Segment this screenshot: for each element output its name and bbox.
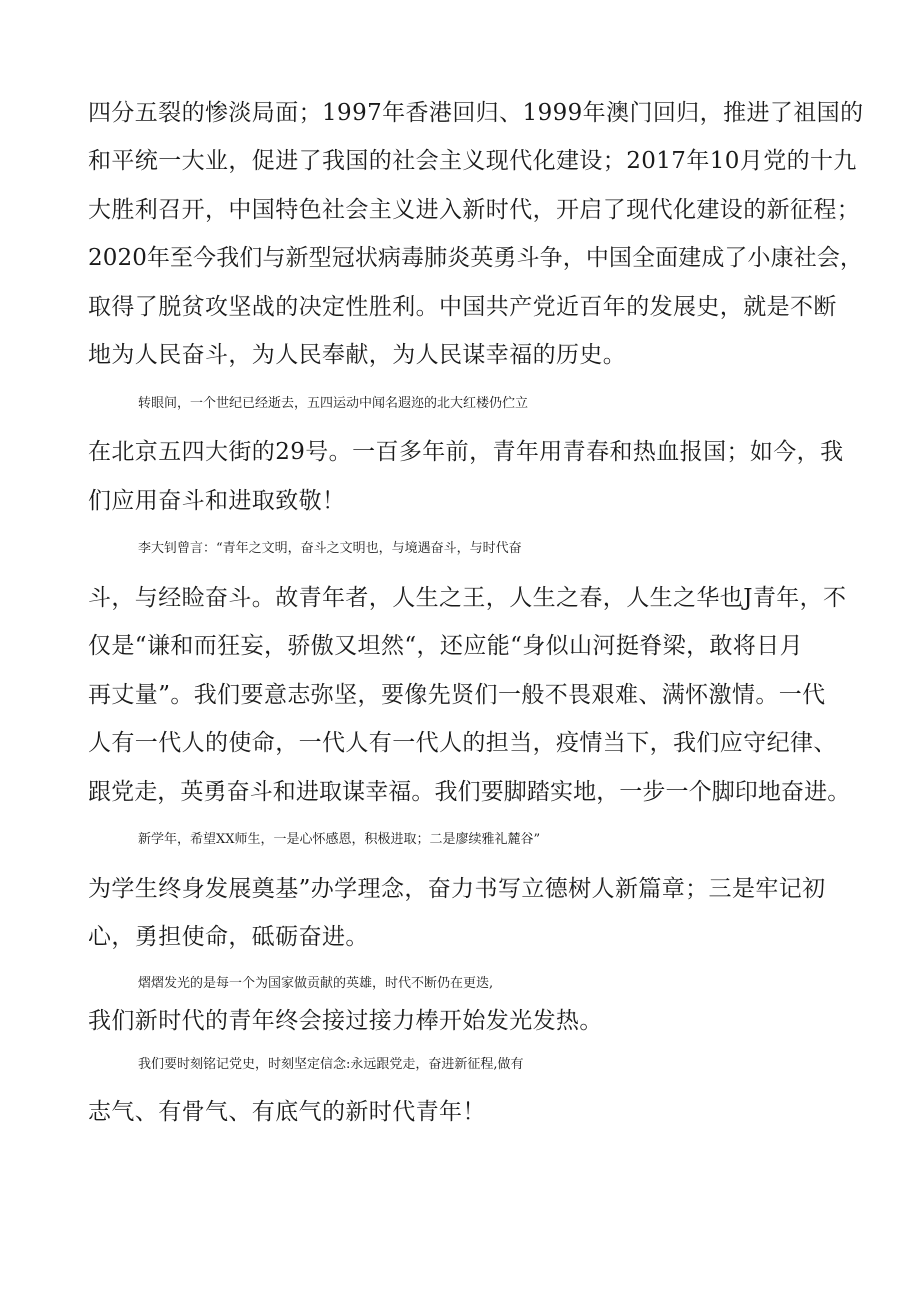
text-line: 四分五裂的惨淡局面；1997年香港回归、1999年澳门回归，推进了祖国的 xyxy=(88,100,864,126)
text-line: 大胜利召开，中国特色社会主义进入新时代，开启了现代化建设的新征程； xyxy=(88,197,861,223)
text-line: 和平统一大业，促进了我国的社会主义现代化建设；2017年10月党的十九 xyxy=(88,148,857,174)
text-line: 转眼间，一个世纪已经逝去，五四运动中闻名遐迩的北大红楼仍伫立 xyxy=(138,396,529,411)
text-line: 取得了脱贫攻坚战的决定性胜利。中国共产党近百年的发展史，就是不断 xyxy=(88,294,837,320)
text-line: 跟党走，英勇奋斗和进取谋幸福。我们要脚踏实地，一步一个脚印地奋进。 xyxy=(88,779,851,805)
text-line: 我们新时代的青年终会接过接力棒开始发光发热。 xyxy=(88,1008,603,1034)
text-line: 在北京五四大街的29号。一百多年前，青年用青春和热血报国；如今，我 xyxy=(88,439,844,465)
text-line: 仅是“谦和而狂妄，骄傲又坦然“，还应能“身似山河挺脊梁，敢将日月 xyxy=(88,633,804,659)
text-line: 人有一代人的使命，一代人有一代人的担当，疫情当下，我们应守纪律、 xyxy=(88,730,837,756)
text-line: 地为人民奋斗，为人民奉献，为人民谋幸福的历史。 xyxy=(88,342,627,368)
text-line: 们应用奋斗和进取致敬！ xyxy=(88,488,346,514)
text-line: 2020年至今我们与新型冠状病毒肺炎英勇斗争，中国全面建成了小康社会， xyxy=(88,245,864,271)
text-line: 新学年，希望XX师生，一是心怀感恩，积极进取；二是廖续雅礼麓谷” xyxy=(138,832,541,847)
text-line: 志气、有骨气、有底气的新时代青年！ xyxy=(88,1099,486,1125)
text-line: 心，勇担使命，砥砺奋进。 xyxy=(88,924,369,950)
text-line: 熠熠发光的是每一个为国家做贡献的英雄，时代不断仍在更迭, xyxy=(138,976,494,991)
text-line: 我们要时刻铭记党史，时刻坚定信念:永远跟党走，奋进新征程,做有 xyxy=(138,1057,524,1072)
text-line: 为学生终身发展奠基”办学理念，奋力书写立德树人新篇章；三是牢记初 xyxy=(88,876,826,902)
text-line: 斗，与经睑奋斗。故青年者，人生之王，人生之春，人生之华也J青年，不 xyxy=(88,585,847,611)
text-line: 李大钊曾言：“青年之文明，奋斗之文明也，与境遇奋斗，与时代奋 xyxy=(138,541,522,556)
text-line: 再丈量”。我们要意志弥坚，要像先贤们一般不畏艰难、满怀激情。一代 xyxy=(88,682,826,708)
